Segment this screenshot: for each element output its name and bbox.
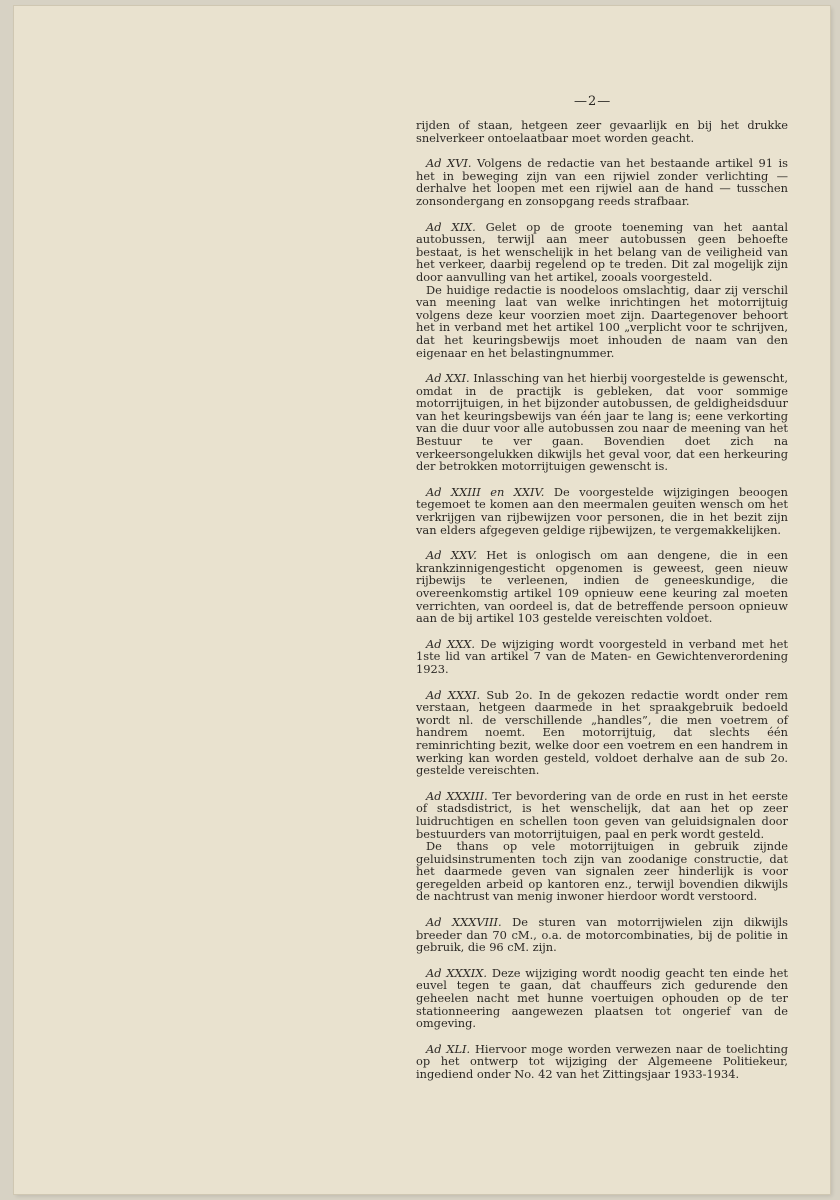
- paragraph-label: Ad XXX.: [426, 636, 475, 651]
- paragraph-text: Het is onlogisch om aan dengene, die in een krankzinnigengesticht opgenomen is geweest, geen nieuw rijbewijs te verleenen, indien de geneeskundige, die overeenkomstig artikel 109 opnieuw eene keuring zal moeten verrichten, van oordeel is, dat de betreffende persoon opnieuw aan de bij artikel 103 gestelde vereischten voldoet.: [416, 548, 788, 626]
- paragraph: [416, 967, 788, 1030]
- paragraph-text: De wijziging wordt voorgesteld in verband met het 1ste lid van artikel 7 van de Maten- en Gewichtenverordening 1923.: [416, 636, 788, 676]
- paragraph-label: Ad XXXIII.: [426, 788, 488, 803]
- paragraph: [416, 157, 788, 207]
- paragraph-text: Inlassching van het hierbij voorgestelde is gewenscht, omdat in de practijk is gebleken, dat voor sommige motorrijtuigen, in het bijzonder autobussen, de geldigheidsduur van het keuringsbewijs van één jaar te lang is; eene verkorting van die duur voor alle autobussen zou naar de meening van het Bestuur te ver gaan. Bovendien doet zich na verkeersongelukken dikwijls het geval voor, dat een herkeuring der betrokken motorrijtuigen gewenscht is.: [416, 371, 788, 474]
- paragraph-label: Ad XIX.: [426, 219, 476, 234]
- paragraph-text: De huidige redactie is noodeloos omslachtig, daar zij verschil van meening laat van welke inrichtingen het motorrijtuig volgens deze keur voorzien moet zijn. Daartegenover behoort het in verband met het artikel 100 „verplicht voor te schrijven, dat het keuringsbewijs moet inhouden de naam van den eigenaar en het belastingnummer.: [416, 282, 788, 360]
- paragraph-text: De voorgestelde wijzigingen beoogen tegemoet te komen aan den meermalen geuiten wensch om het verkrijgen van rijbewijzen voor personen, die in het bezit zijn van elders afgegeven geldige rijbewijzen, te vergemakkelijken.: [416, 484, 788, 537]
- paragraph-text: Deze wijziging wordt noodig geacht ten einde het euvel tegen te gaan, dat chauffeurs zich gedurende den geheelen nacht met hunne voertuigen ophouden op de ter stationneering aangewezen plaatsen tot ongerief van de omgeving.: [416, 965, 789, 1031]
- paragraph-text: rijden of staan, hetgeen zeer gevaarlijk en bij het drukke snelverkeer ontoelaatbaar moet worden geacht.: [416, 118, 788, 145]
- paragraph: [416, 372, 788, 473]
- page-number: —2—: [574, 94, 612, 109]
- paragraph: [416, 221, 788, 284]
- paragraph-text: De thans op vele motorrijtuigen in gebruik zijnde geluidsinstrumenten toch zijn van zoodanige constructie, dat het daarmede geven van signalen zeer hinderlijk is voor geregelden arbeid op kantoren enz., terwijl bovendien dikwijls de nachtrust van menig inwoner hierdoor wordt verstoord.: [416, 839, 788, 904]
- paragraph: [416, 840, 788, 903]
- paragraph-label: Ad XLI.: [426, 1041, 471, 1056]
- paragraph: [416, 486, 788, 536]
- paragraph: [416, 549, 788, 625]
- paragraph-label: Ad XXXI.: [426, 687, 481, 702]
- paragraph-text: Sub 2o. In de gekozen redactie wordt onder rem verstaan, hetgeen daarmede in het spraakgebruik bedoeld wordt nl. de verschillende „handles”, die men voetrem of handrem noemt. Een motorrijtuig, dat slechts één reminrichting bezit, welke door een voetrem en een handrem in werking kan worden gesteld, voldoet derhalve aan de sub 2o. gestelde vereischten.: [416, 687, 788, 778]
- body-text: [416, 119, 788, 1081]
- paragraph-label: Ad XXI.: [426, 371, 470, 386]
- paragraph: [416, 284, 788, 360]
- paragraph-label: Ad XXXIX.: [426, 965, 487, 980]
- paragraph-label: Ad XXXVIII.: [426, 915, 502, 930]
- paragraph-label: Ad XXV.: [426, 548, 477, 563]
- paragraph-text: Ter bevordering van de orde en rust in het eerste of stadsdistrict, is het wenschelijk, dat aan het op zeer luidruchtigen en schellen toon geven van geluidsignalen door bestuurders van motorrijtuigen, paal en perk wordt gesteld.: [416, 788, 788, 841]
- paragraph-text: Gelet op de groote toeneming van het aantal autobussen, terwijl aan meer autobussen geen behoefte bestaat, is het wenschelijk in het belang van de veiligheid van het verkeer, daarbij regelend op te treden. Dit zal mogelijk zijn door aanvulling van het artikel, zooals voorgesteld.: [416, 219, 788, 284]
- paragraph: [416, 638, 788, 676]
- paragraph-label: Ad XXIII en XXIV.: [426, 484, 545, 499]
- paragraph: [416, 689, 788, 777]
- paragraph: [416, 119, 788, 144]
- document-page: [14, 6, 830, 1194]
- paragraph: [416, 1043, 788, 1081]
- paragraph-label: Ad XVI.: [426, 156, 472, 171]
- paragraph-text: Hiervoor moge worden verwezen naar de toelichting op het ontwerp tot wijziging der Algemeene Politiekeur, ingediend onder No. 42 van het Zittingsjaar 1933-1934.: [416, 1041, 788, 1081]
- paragraph: [416, 916, 788, 954]
- paragraph-text: De sturen van motorrijwielen zijn dikwijls breeder dan 70 cM., o.a. de motorcombinaties, bij de politie in gebruik, die 96 cM. zijn.: [416, 915, 789, 955]
- paragraph: [416, 790, 788, 840]
- paragraph-text: Volgens de redactie van het bestaande artikel 91 is het in beweging zijn van een rijwiel zonder verlichting — derhalve het loopen met een rijwiel aan de hand — tusschen zonsondergang en zonsopgang reeds strafbaar.: [416, 156, 789, 208]
